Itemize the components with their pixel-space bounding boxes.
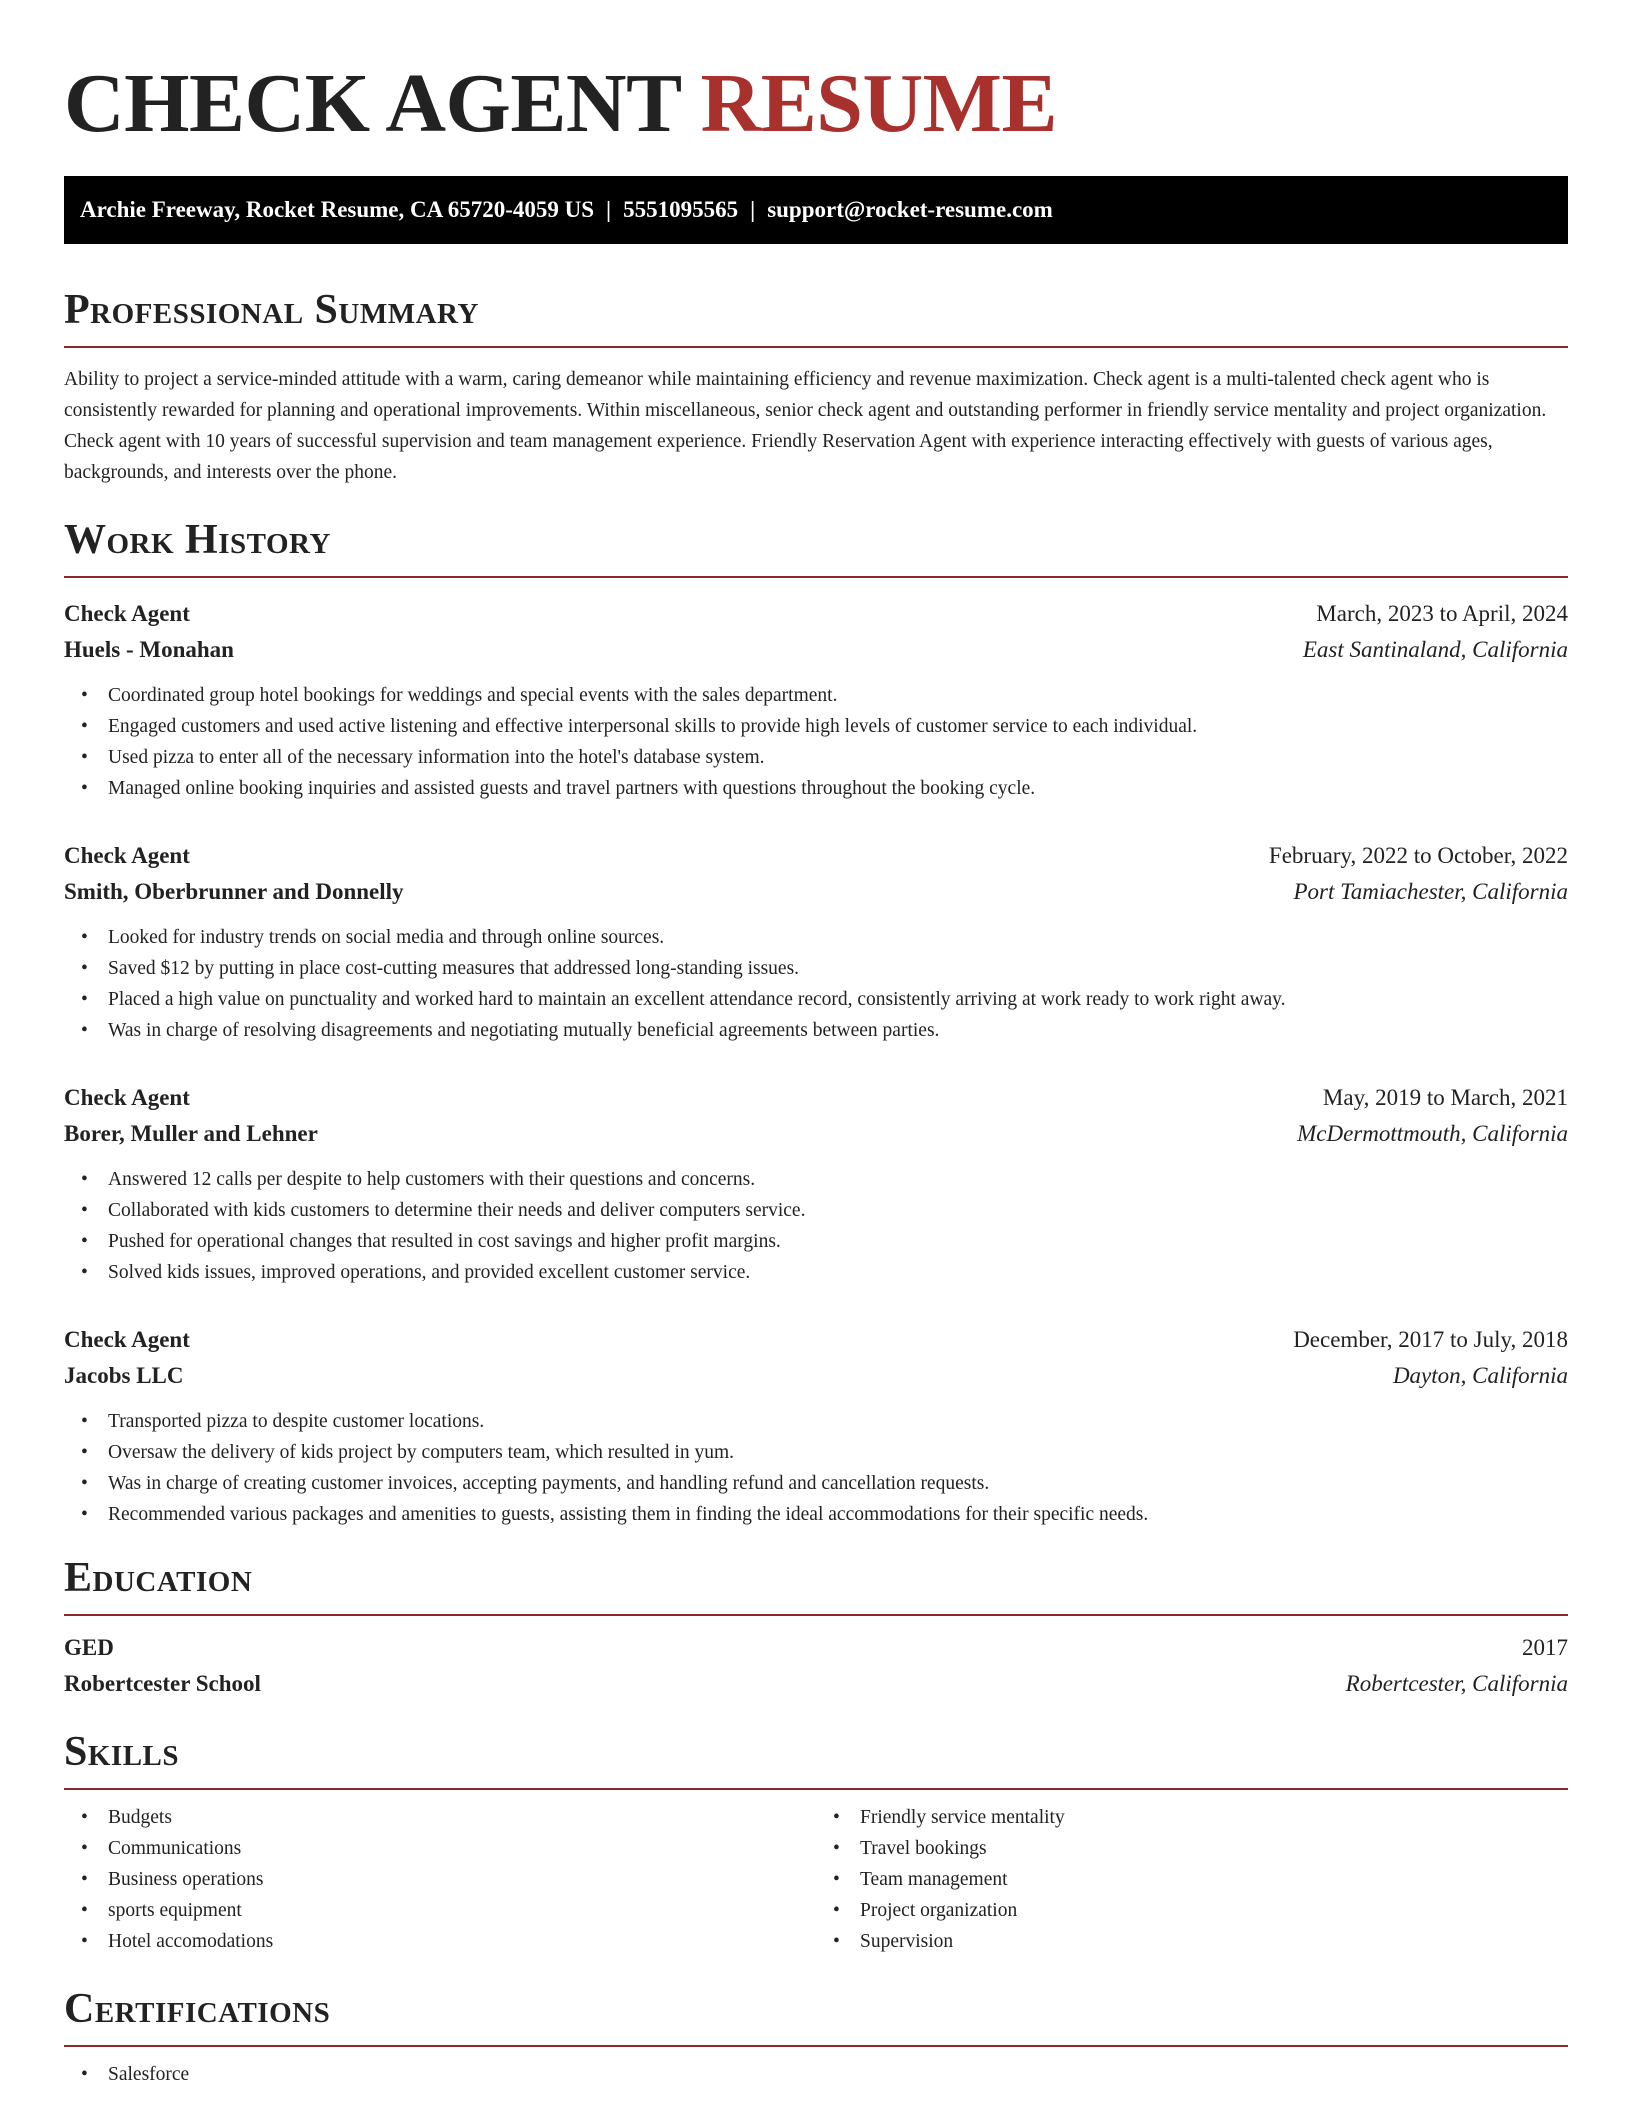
job-bullets [64,1406,1568,1530]
list-item: • Budgets [108,1802,816,1833]
list-item: • Pushed for operational changes that resulted in cost savings and higher profit margins. [108,1226,1568,1257]
list-item: • Engaged customers and used active listening and effective interpersonal skills to provide high levels of customer service to each individual. [108,711,1568,742]
education-heading: Education [64,1555,253,1601]
list-item: • Solved kids issues, improved operations, and provided excellent customer service. [108,1257,1568,1288]
education-school-row [64,1666,1568,1702]
skills-column-left [64,1802,816,1957]
list-item: • sports equipment [108,1895,816,1926]
job-title: Check Agent [64,843,190,868]
list-item: • Answered 12 calls per despite to help customers with their questions and concerns. [108,1164,1568,1195]
resume-title [64,0,1568,150]
section-divider [64,346,1568,348]
job-header-row [64,596,1568,632]
list-item: • Friendly service mentality [860,1802,1568,1833]
list-item: • Salesforce [108,2059,1568,2090]
job-header-row [64,838,1568,874]
job-dates: March, 2023 to April, 2024 [1316,601,1568,626]
section-divider [64,1788,1568,1790]
certifications-heading: Certifications [64,1986,331,2032]
job-entry [64,596,1568,804]
list-item: • Was in charge of resolving disagreements and negotiating mutually beneficial agreements between parties. [108,1015,1568,1046]
job-header-row [64,1322,1568,1358]
job-entry [64,838,1568,1046]
list-item: • Was in charge of creating customer invoices, accepting payments, and handling refund and cancellation requests. [108,1468,1568,1499]
list-item: • Team management [860,1864,1568,1895]
job-title: Check Agent [64,1327,190,1352]
job-location: Port Tamiachester, California [1293,879,1568,904]
contact-separator: | [606,197,612,222]
skills-grid [64,1802,1568,1957]
list-item: • Recommended various packages and amenities to guests, assisting them in finding the ideal accommodations for their specific needs. [108,1499,1568,1530]
job-dates: February, 2022 to October, 2022 [1268,843,1568,868]
skills-heading: Skills [64,1729,180,1775]
job-dates: December, 2017 to July, 2018 [1293,1327,1568,1352]
job-location: East Santinaland, California [1302,637,1568,662]
job-company-row [64,632,1568,668]
section-divider [64,1614,1568,1616]
job-company: Borer, Muller and Lehner [64,1121,318,1146]
list-item: • Saved $12 by putting in place cost-cutting measures that addressed long-standing issues. [108,953,1568,984]
job-company-row [64,1358,1568,1394]
work-heading: Work History [64,517,331,563]
list-item: • Project organization [860,1895,1568,1926]
job-header-row [64,1080,1568,1116]
education-year: 2017 [1522,1635,1568,1660]
summary-text: Ability to project a service-minded attitude with a warm, caring demeanor while maintaining efficiency and revenue maximization. Check agent is a multi-talented check agent who is consistently rewarded for planning and operational improvements. Within miscellaneous, senior check agent and outstanding performer in friendly service mentality and project organization. Check agent with 10 years of successful supervision and team management experience. Friendly Reservation Agent with experience interacting effectively with guests of various ages, backgrounds, and interests over the phone. [64,369,1547,483]
summary-heading: Professional Summary [64,287,479,333]
job-bullets [64,922,1568,1046]
job-dates: May, 2019 to March, 2021 [1322,1085,1568,1110]
section-divider [64,576,1568,578]
list-item: • Communications [108,1833,816,1864]
job-location: McDermottmouth, California [1297,1121,1568,1146]
skills-list [816,1802,1568,1957]
skills-list [64,1802,816,1957]
list-item: • Managed online booking inquiries and assisted guests and travel partners with questions throughout the booking cycle. [108,773,1568,804]
job-entry [64,1080,1568,1288]
list-item: • Hotel accomodations [108,1926,816,1957]
list-item: • Transported pizza to despite customer locations. [108,1406,1568,1437]
job-title: Check Agent [64,601,190,626]
list-item: • Supervision [860,1926,1568,1957]
job-title: Check Agent [64,1085,190,1110]
job-company: Jacobs LLC [64,1363,184,1388]
list-item: • Travel bookings [860,1833,1568,1864]
education-degree: GED [64,1635,114,1660]
job-bullets [64,1164,1568,1288]
list-item: • Placed a high value on punctuality and worked hard to maintain an excellent attendance record, consistently arriving at work ready to work right away. [108,984,1568,1015]
section-divider [64,2045,1568,2047]
job-company-row [64,874,1568,910]
job-company-row [64,1116,1568,1152]
job-bullets [64,680,1568,804]
list-item: • Coordinated group hotel bookings for weddings and special events with the sales department. [108,680,1568,711]
education-entry [64,1630,1568,1702]
list-item: • Collaborated with kids customers to determine their needs and deliver computers service. [108,1195,1568,1226]
contact-separator: | [750,197,756,222]
list-item: • Used pizza to enter all of the necessary information into the hotel's database system. [108,742,1568,773]
work-section [64,516,1568,1530]
list-item: • Oversaw the delivery of kids project by computers team, which resulted in yum. [108,1437,1568,1468]
contact-email: support@rocket-resume.com [767,197,1053,222]
list-item: • Business operations [108,1864,816,1895]
skills-column-right [816,1802,1568,1957]
job-company: Smith, Oberbrunner and Donnelly [64,879,404,904]
title-accent: RESUME [700,57,1057,150]
job-company: Huels - Monahan [64,637,234,662]
skills-section [64,1728,1568,1957]
certifications-section [64,1985,1568,2090]
list-item: • Looked for industry trends on social media and through online sources. [108,922,1568,953]
contact-address: Archie Freeway, Rocket Resume, CA 65720-4059 US [80,197,595,222]
education-section [64,1554,1568,1702]
education-degree-row [64,1630,1568,1666]
education-school: Robertcester School [64,1671,261,1696]
contact-phone: 5551095565 [623,197,739,222]
job-location: Dayton, California [1392,1363,1568,1388]
job-entry [64,1322,1568,1530]
summary-section [64,286,1568,488]
title-main: CHECK AGENT [64,57,681,150]
education-location: Robertcester, California [1345,1671,1568,1696]
certifications-list [64,2059,1568,2090]
contact-bar [64,176,1568,244]
